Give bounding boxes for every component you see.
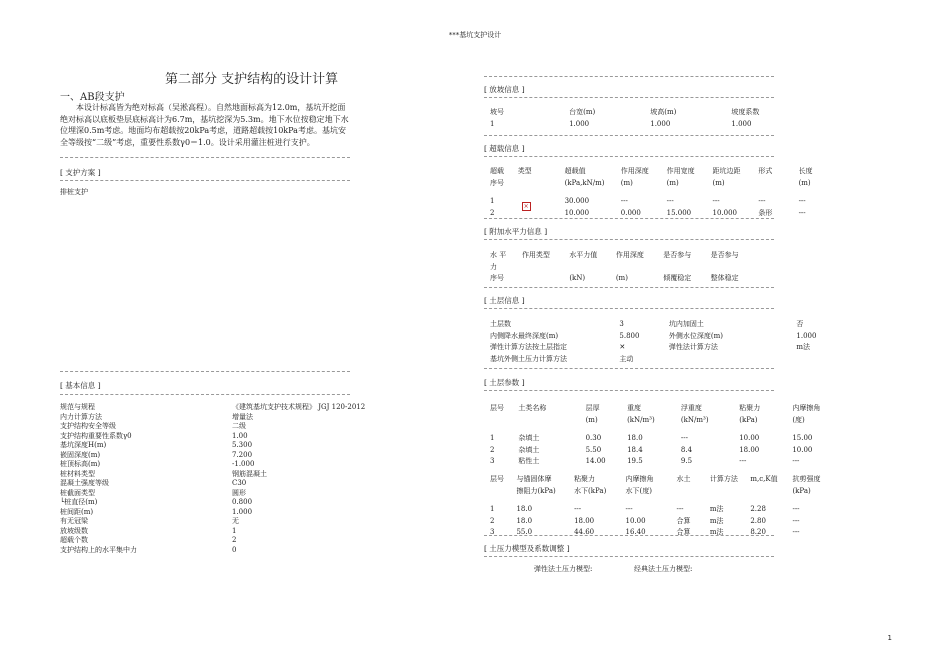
table-cell: 10.00 (792, 445, 813, 454)
table-cell: 15.000 (666, 208, 692, 217)
table-cell: 杂填土 (518, 434, 540, 442)
table-cell: 距坑边距 (712, 167, 741, 175)
table-cell: 5.300 (232, 441, 253, 449)
table-cell: 5.50 (585, 445, 602, 454)
table-row (490, 209, 826, 219)
table-cell: 超载 (490, 167, 504, 175)
table-cell: 形式 (758, 167, 773, 175)
table-cell: 是否参与 (663, 251, 692, 259)
table-cell: (kPa) (792, 486, 811, 495)
table-cell: (m) (712, 178, 725, 187)
table-cell: 1.000 (232, 507, 253, 516)
table-header-row (490, 167, 826, 177)
divider (484, 535, 774, 536)
support-scheme-heading: [ 支护方案 ] (60, 168, 101, 177)
table-cell: 长度 (798, 167, 813, 175)
divider (484, 218, 774, 219)
table-row (490, 320, 821, 330)
table-cell: 18.4 (627, 445, 643, 454)
table-cell: --- (758, 197, 766, 205)
table-cell: 主动 (619, 354, 634, 363)
table-header-row (490, 487, 831, 497)
table-cell: 15.00 (792, 434, 813, 442)
table-header-row (490, 251, 756, 261)
table-cell: 粘性土 (518, 457, 540, 465)
table-cell: 计算方法 (709, 475, 738, 483)
divider (484, 368, 774, 369)
table-cell: 层号 (490, 475, 504, 483)
table-cell: --- (792, 457, 800, 465)
table-row (490, 505, 831, 515)
table-cell: --- (792, 505, 800, 513)
table-cell: 序号 (490, 274, 504, 282)
table-cell: 内摩擦角 (792, 404, 821, 412)
basic-info-table (60, 403, 392, 555)
divider (484, 76, 774, 77)
basic-info-row (60, 489, 392, 499)
table-cell: 9.5 (680, 457, 693, 465)
table-cell: 3 (490, 457, 495, 465)
table-cell: 擦阻力(kPa) (516, 486, 556, 495)
table-cell: 类型 (517, 167, 532, 175)
table-cell: 0.000 (620, 208, 641, 217)
divider (484, 135, 774, 136)
table-cell: (kPa) (739, 415, 758, 424)
table-cell: (kN/m³) (627, 415, 655, 424)
table-cell: (m) (615, 274, 628, 282)
table-cell (750, 487, 790, 497)
table-cell (750, 498, 790, 503)
basic-info-row (60, 441, 392, 451)
table-cell: --- (792, 516, 800, 525)
table-cell: 台宽(m) (569, 108, 596, 116)
table-cell: --- (798, 208, 806, 217)
section-title: 第二部分 支护结构的设计计算 (165, 72, 339, 87)
table-row (490, 517, 831, 527)
divider (484, 239, 774, 240)
table-cell (796, 355, 821, 365)
table-cell (518, 179, 563, 189)
table-cell: 作用类型 (521, 251, 550, 259)
table-cell (516, 498, 572, 503)
table-cell: 力 (490, 262, 497, 271)
table-cell: 《建筑基坑支护技术规程》 JGJ 120-2012 (232, 403, 366, 411)
table-cell: 倾覆稳定 (663, 274, 692, 282)
table-cell: 钢筋混凝土 (232, 469, 267, 478)
table-cell: 内力计算方法 (60, 412, 102, 421)
table-row (490, 434, 831, 444)
table-cell: 作用深度 (620, 167, 649, 175)
table-cell: 1 (490, 505, 495, 513)
table-cell: 1.000 (650, 119, 671, 128)
table-cell (792, 427, 831, 432)
table-cell: 18.00 (574, 516, 595, 525)
table-cell: └桩直径(m) (60, 498, 98, 506)
table-cell: 序号 (490, 178, 504, 187)
table-cell: 55.0 (516, 528, 533, 536)
basic-info-row (60, 546, 392, 556)
table-cell: 放坡级数 (60, 526, 88, 535)
divider (60, 394, 350, 395)
table-cell: 水平力值 (569, 251, 598, 259)
table-cell: m法 (709, 505, 724, 513)
table-row (490, 120, 786, 130)
table-cell: 支护结构安全等级 (60, 422, 116, 430)
basic-info-row (60, 536, 392, 546)
table-cell (711, 263, 756, 273)
soil-params-table-2 (488, 473, 833, 540)
soil-params-heading: [ 土层参数 ] (484, 378, 525, 387)
table-cell (676, 498, 707, 503)
table-cell: (kN/m³) (680, 415, 709, 424)
table-cell (712, 190, 756, 195)
table-cell: 与锚固体摩 (516, 475, 552, 483)
divider (484, 97, 774, 98)
table-cell: 19.5 (627, 457, 643, 465)
table-cell (792, 498, 831, 503)
basic-info-row (60, 517, 392, 527)
table-cell: --- (666, 197, 674, 205)
table-cell: 增量法 (232, 412, 253, 421)
table-cell: -1.000 (232, 460, 255, 468)
divider (484, 390, 774, 391)
page-header: ***基坑支护设计 (448, 31, 502, 39)
table-cell (565, 190, 619, 195)
table-cell: 浮重度 (680, 404, 702, 412)
table-header-row (490, 274, 756, 284)
basic-info-row (60, 470, 392, 480)
table-row (490, 332, 821, 342)
table-row (490, 355, 821, 365)
table-header-row (490, 263, 756, 273)
table-header-row (490, 108, 786, 118)
surcharge-heading: [ 超载信息 ] (484, 144, 525, 153)
table-cell: 1 (490, 197, 495, 205)
table-row (490, 197, 826, 207)
table-cell: --- (798, 197, 806, 205)
table-cell: 外侧水位深度(m) (668, 331, 724, 340)
table-cell: 抗剪强度 (792, 475, 821, 483)
table-cell (490, 427, 516, 432)
table-cell: 水 平 (490, 251, 507, 259)
basic-info-row (60, 432, 392, 442)
table-cell: 基坑深度H(m) (60, 441, 107, 449)
divider (60, 371, 350, 372)
table-row (490, 343, 821, 353)
table-cell: 16.40 (625, 528, 646, 536)
table-cell (522, 274, 567, 284)
table-cell: 支护结构上的水平集中力 (60, 545, 137, 554)
table-cell (626, 498, 675, 503)
table-cell: 有无冠梁 (60, 517, 88, 525)
divider (484, 287, 774, 288)
table-cell: --- (792, 528, 800, 536)
table-cell: --- (739, 457, 747, 465)
table-cell: 1 (490, 434, 495, 442)
table-cell (490, 416, 516, 426)
table-cell: 1 (490, 119, 495, 128)
table-cell: 18.0 (627, 434, 643, 442)
table-cell: 2 (490, 516, 495, 525)
table-cell (518, 427, 583, 432)
table-cell: (m) (585, 415, 598, 424)
table-cell: 14.00 (585, 457, 606, 465)
table-cell (667, 190, 711, 195)
divider (484, 156, 774, 157)
table-cell: 18.0 (516, 505, 533, 513)
table-cell: 3 (619, 320, 624, 328)
classic-pressure-label: 经典法土压力模型: (634, 565, 693, 573)
table-cell (710, 498, 748, 503)
table-cell: 18.0 (516, 516, 533, 525)
table-row (490, 528, 831, 538)
spacer-row (490, 498, 831, 503)
table-cell: 基坑外侧土压力计算方法 (490, 354, 567, 363)
table-cell: m法 (796, 343, 811, 351)
table-cell: 10.00 (625, 516, 646, 525)
spacer-row (490, 427, 831, 432)
table-cell: 作用宽度 (666, 167, 695, 175)
table-cell: 坡高(m) (650, 108, 677, 116)
table-cell: 内摩擦角 (625, 475, 654, 483)
table-cell: 10.000 (564, 208, 590, 217)
table-cell: 杂填土 (518, 445, 540, 454)
basic-info-heading: [ 基本信息 ] (60, 381, 101, 390)
table-cell (522, 263, 567, 273)
slope-table (488, 106, 788, 131)
table-cell: 重度 (627, 404, 642, 412)
table-cell: (m) (666, 178, 679, 187)
table-cell: 二级 (232, 422, 246, 430)
table-cell: 条形 (758, 208, 773, 217)
table-cell: 是否参与 (710, 251, 739, 259)
basic-info-row (60, 527, 392, 537)
table-cell: 坡度系数 (731, 108, 760, 116)
table-cell: 桩顶标高(m) (60, 460, 101, 468)
table-cell: --- (625, 505, 633, 513)
table-cell: (m) (620, 178, 633, 187)
table-cell: --- (676, 505, 684, 513)
table-cell (663, 263, 708, 273)
table-header-row (490, 416, 831, 426)
table-cell (490, 487, 514, 497)
table-header-row (490, 404, 831, 414)
table-cell: 土类名称 (518, 404, 547, 412)
table-cell: 44.60 (574, 528, 595, 536)
horizontal-force-table (488, 249, 758, 286)
table-row (490, 446, 831, 456)
table-cell (569, 263, 614, 273)
table-cell: 规范与规程 (60, 403, 95, 411)
table-cell (758, 190, 796, 195)
table-cell (669, 355, 795, 365)
table-cell: 2.80 (750, 516, 766, 525)
table-cell: 桩材料类型 (60, 469, 95, 478)
table-cell: 1.000 (731, 119, 752, 128)
table-cell: 2 (232, 536, 237, 544)
table-cell: ✕ (619, 343, 626, 351)
soil-info-heading: [ 土层信息 ] (484, 296, 525, 305)
table-cell: --- (574, 505, 582, 513)
table-cell (586, 427, 625, 432)
table-cell: 超载个数 (60, 536, 88, 544)
table-cell (490, 190, 516, 195)
basic-info-row (60, 413, 392, 423)
table-cell: (m) (798, 178, 811, 187)
table-header-row (490, 179, 826, 189)
table-cell: (度) (792, 415, 805, 424)
table-cell: 粘聚力 (574, 475, 596, 483)
basic-info-row (60, 422, 392, 432)
table-cell (518, 416, 583, 426)
table-cell (758, 179, 796, 189)
basic-info-row (60, 508, 392, 518)
table-cell (574, 498, 623, 503)
table-cell: 水土 (676, 475, 691, 483)
table-cell: 1.00 (232, 431, 248, 440)
support-scheme-value: 排桩支护 (60, 188, 88, 196)
table-cell: 内侧降水最终深度(m) (490, 331, 559, 340)
table-cell: 7.200 (232, 450, 253, 459)
table-cell: m,c,K值 (750, 475, 778, 483)
table-cell: 弹性计算方法按土层指定 (490, 343, 567, 351)
table-cell: 0 (232, 545, 237, 554)
table-cell: 8.20 (750, 528, 766, 536)
table-cell (518, 190, 563, 195)
table-cell: 1 (232, 526, 237, 535)
horizontal-force-heading: [ 附加水平力信息 ] (484, 227, 548, 236)
table-cell: 水下(度) (625, 486, 652, 495)
soil-params-table-1 (488, 402, 833, 469)
table-cell: --- (712, 197, 720, 205)
divider (60, 180, 350, 181)
table-cell: 8.4 (680, 445, 693, 454)
table-cell: 10.00 (739, 434, 760, 442)
table-cell: 18.00 (739, 445, 760, 454)
table-cell (627, 427, 679, 432)
table-cell: 3 (490, 528, 495, 536)
table-cell: 5.800 (619, 331, 640, 340)
table-row (490, 457, 831, 467)
basic-info-row (60, 460, 392, 470)
table-cell: 2.28 (750, 505, 766, 513)
soil-info-table (488, 318, 823, 366)
table-cell: 否 (796, 320, 804, 328)
table-cell: 2 (490, 208, 495, 217)
table-cell (621, 190, 665, 195)
table-cell (518, 197, 563, 210)
table-cell (681, 427, 737, 432)
table-cell: 1.000 (569, 119, 590, 128)
basic-info-row (60, 498, 392, 508)
basic-info-row (60, 403, 392, 413)
spacer-row (490, 190, 826, 195)
table-cell: 合算 (676, 528, 691, 536)
table-cell: --- (620, 197, 628, 205)
divider (484, 308, 774, 309)
broken-image-icon: × (523, 203, 529, 210)
table-cell: m法 (709, 516, 724, 525)
table-cell: 支护结构重要性系数γ0 (60, 431, 132, 440)
table-cell: (kN) (569, 274, 586, 282)
table-cell: 粘聚力 (739, 404, 761, 412)
table-cell: 水下(kPa) (574, 486, 607, 495)
table-cell (799, 190, 826, 195)
table-cell: --- (680, 434, 689, 442)
table-header-row (490, 475, 831, 485)
table-cell: 30.000 (564, 197, 590, 205)
table-cell: 层号 (490, 404, 504, 412)
table-cell: m法 (709, 528, 724, 536)
table-cell: (kPa,kN/m) (564, 178, 605, 187)
table-cell: 整体稳定 (710, 274, 739, 282)
table-cell: 桩截面类型 (60, 488, 95, 497)
table-cell: 坡号 (490, 108, 504, 116)
table-cell (710, 487, 748, 497)
table-cell: 作用深度 (615, 251, 644, 259)
table-cell: C30 (232, 479, 247, 487)
basic-info-row (60, 451, 392, 461)
table-cell: 坑内加固土 (668, 320, 704, 328)
table-cell: 1.000 (796, 331, 817, 340)
divider (484, 556, 774, 557)
table-cell: 土层数 (490, 320, 511, 328)
table-cell (739, 427, 790, 432)
table-cell: 弹性法计算方法 (668, 343, 718, 351)
table-cell: 10.000 (712, 208, 737, 217)
table-cell: 层厚 (585, 404, 600, 412)
table-cell: 圆形 (232, 488, 246, 497)
slope-heading: [ 放坡信息 ] (484, 85, 525, 94)
table-cell: 超载值 (564, 167, 586, 175)
subsection-title: 一、AB段支护 (60, 92, 125, 103)
table-cell: 0.800 (232, 498, 253, 506)
table-cell: 0.30 (585, 434, 602, 442)
table-cell: 2 (490, 445, 495, 454)
divider (60, 157, 350, 158)
basic-info-row (60, 479, 392, 489)
table-cell (676, 487, 707, 497)
table-cell (490, 498, 514, 503)
page-number: 1 (887, 634, 892, 642)
table-cell: 合算 (676, 516, 691, 525)
table-cell: 混凝土强度等级 (60, 479, 109, 487)
table-cell: 无 (232, 517, 239, 525)
intro-paragraph: 本设计标高皆为绝对标高（吴淞高程）。自然地面标高为12.0m，基坑开挖面绝对标高以底板垫层底标高计为6.7m，基坑挖深为5.3m。地下水位按稳定地下水位埋深0.5m考虑。地面均布超载按20kPa考虑，道路超载按10kPa考虑。基坑安全等级按“二级”考虑，重要性系数γ0＝1.0。设计采用灌注桩进行支护。 (60, 103, 349, 147)
pressure-model-heading: [ 土压力模型及系数调整 ] (484, 544, 570, 553)
table-cell (616, 263, 661, 273)
surcharge-table (488, 165, 828, 220)
table-cell: 嵌固深度(m) (60, 450, 101, 459)
elastic-pressure-label: 弹性法土压力模型: (534, 565, 593, 573)
table-cell: 桩间距(m) (60, 507, 94, 516)
